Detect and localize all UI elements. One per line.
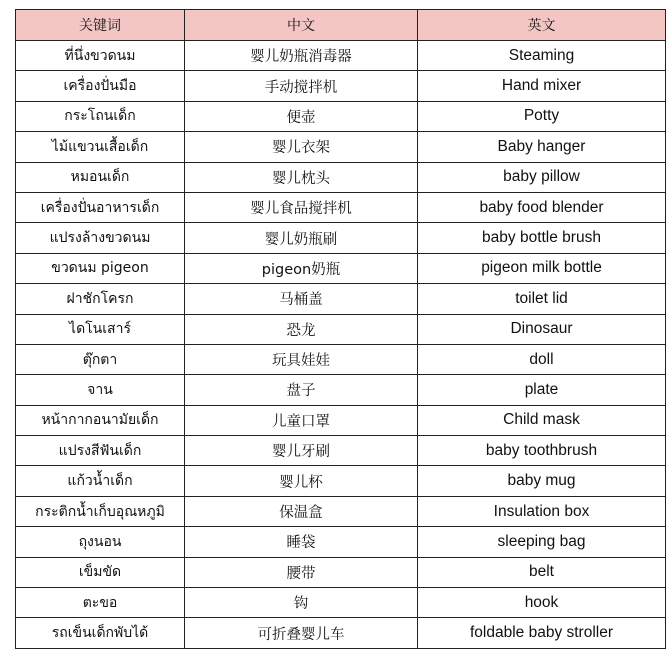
table-row bbox=[16, 588, 666, 618]
table-row bbox=[16, 375, 666, 405]
chinese-cell: 睡袋 bbox=[185, 527, 418, 557]
chinese-cell: 儿童口罩 bbox=[185, 405, 418, 435]
table-row bbox=[16, 405, 666, 435]
chinese-cell: 婴儿牙刷 bbox=[185, 436, 418, 466]
thai-keyword-cell: ไดโนเสาร์ bbox=[16, 314, 185, 344]
header-keyword: 关键词 bbox=[16, 10, 185, 41]
table-row bbox=[16, 527, 666, 557]
vocabulary-table bbox=[15, 9, 666, 649]
chinese-cell: 钩 bbox=[185, 588, 418, 618]
table-row bbox=[16, 101, 666, 131]
table-row bbox=[16, 192, 666, 222]
english-cell: baby mug bbox=[418, 466, 666, 496]
english-cell: hook bbox=[418, 588, 666, 618]
table-row bbox=[16, 436, 666, 466]
thai-keyword-cell: เข็มขัด bbox=[16, 557, 185, 587]
chinese-cell: 恐龙 bbox=[185, 314, 418, 344]
thai-keyword-cell: หน้ากากอนามัยเด็ก bbox=[16, 405, 185, 435]
header-chinese: 中文 bbox=[185, 10, 418, 41]
chinese-cell: 玩具娃娃 bbox=[185, 344, 418, 374]
thai-keyword-cell: ขวดนม pigeon bbox=[16, 253, 185, 283]
table-row bbox=[16, 496, 666, 526]
chinese-cell: 婴儿衣架 bbox=[185, 132, 418, 162]
thai-keyword-cell: ฝาชักโครก bbox=[16, 284, 185, 314]
table-row bbox=[16, 162, 666, 192]
english-cell: baby pillow bbox=[418, 162, 666, 192]
chinese-cell: 婴儿奶瓶消毒器 bbox=[185, 41, 418, 71]
chinese-cell: 马桶盖 bbox=[185, 284, 418, 314]
english-cell: sleeping bag bbox=[418, 527, 666, 557]
table-row bbox=[16, 314, 666, 344]
table-row bbox=[16, 71, 666, 101]
table-body bbox=[16, 41, 666, 649]
english-cell: foldable baby stroller bbox=[418, 618, 666, 648]
chinese-cell: 婴儿枕头 bbox=[185, 162, 418, 192]
chinese-cell: 婴儿食品搅拌机 bbox=[185, 192, 418, 222]
thai-keyword-cell: แปรงสีฟันเด็ก bbox=[16, 436, 185, 466]
english-cell: Steaming bbox=[418, 41, 666, 71]
english-cell: Potty bbox=[418, 101, 666, 131]
english-cell: toilet lid bbox=[418, 284, 666, 314]
chinese-cell: 可折叠婴儿车 bbox=[185, 618, 418, 648]
thai-keyword-cell: กระติกน้ำเก็บอุณหภูมิ bbox=[16, 496, 185, 526]
table-row bbox=[16, 618, 666, 648]
thai-keyword-cell: ไม้แขวนเสื้อเด็ก bbox=[16, 132, 185, 162]
thai-keyword-cell: เครื่องปั่นอาหารเด็ก bbox=[16, 192, 185, 222]
thai-keyword-cell: ที่นึ่งขวดนม bbox=[16, 41, 185, 71]
table-row bbox=[16, 284, 666, 314]
table-row bbox=[16, 466, 666, 496]
thai-keyword-cell: แปรงล้างขวดนม bbox=[16, 223, 185, 253]
thai-keyword-cell: ตะขอ bbox=[16, 588, 185, 618]
thai-keyword-cell: ถุงนอน bbox=[16, 527, 185, 557]
table-row bbox=[16, 344, 666, 374]
english-cell: Child mask bbox=[418, 405, 666, 435]
chinese-cell: 手动搅拌机 bbox=[185, 71, 418, 101]
table-row bbox=[16, 41, 666, 71]
english-cell: Baby hanger bbox=[418, 132, 666, 162]
english-cell: baby bottle brush bbox=[418, 223, 666, 253]
english-cell: pigeon milk bottle bbox=[418, 253, 666, 283]
table-row bbox=[16, 132, 666, 162]
thai-keyword-cell: หมอนเด็ก bbox=[16, 162, 185, 192]
english-cell: Dinosaur bbox=[418, 314, 666, 344]
header-english: 英文 bbox=[418, 10, 666, 41]
chinese-cell: 保温盒 bbox=[185, 496, 418, 526]
english-cell: baby food blender bbox=[418, 192, 666, 222]
english-cell: doll bbox=[418, 344, 666, 374]
thai-keyword-cell: แก้วน้ำเด็ก bbox=[16, 466, 185, 496]
chinese-cell: 婴儿奶瓶刷 bbox=[185, 223, 418, 253]
table-row bbox=[16, 253, 666, 283]
table-row bbox=[16, 557, 666, 587]
chinese-cell: 婴儿杯 bbox=[185, 466, 418, 496]
thai-keyword-cell: รถเข็นเด็กพับได้ bbox=[16, 618, 185, 648]
chinese-cell: 腰带 bbox=[185, 557, 418, 587]
thai-keyword-cell: เครื่องปั่นมือ bbox=[16, 71, 185, 101]
english-cell: baby toothbrush bbox=[418, 436, 666, 466]
thai-keyword-cell: กระโถนเด็ก bbox=[16, 101, 185, 131]
chinese-cell: 便壶 bbox=[185, 101, 418, 131]
english-cell: plate bbox=[418, 375, 666, 405]
thai-keyword-cell: จาน bbox=[16, 375, 185, 405]
chinese-cell: 盘子 bbox=[185, 375, 418, 405]
english-cell: belt bbox=[418, 557, 666, 587]
thai-keyword-cell: ตุ๊กตา bbox=[16, 344, 185, 374]
table-header-row bbox=[16, 10, 666, 41]
english-cell: Hand mixer bbox=[418, 71, 666, 101]
chinese-cell: pigeon奶瓶 bbox=[185, 253, 418, 283]
table-row bbox=[16, 223, 666, 253]
english-cell: Insulation box bbox=[418, 496, 666, 526]
